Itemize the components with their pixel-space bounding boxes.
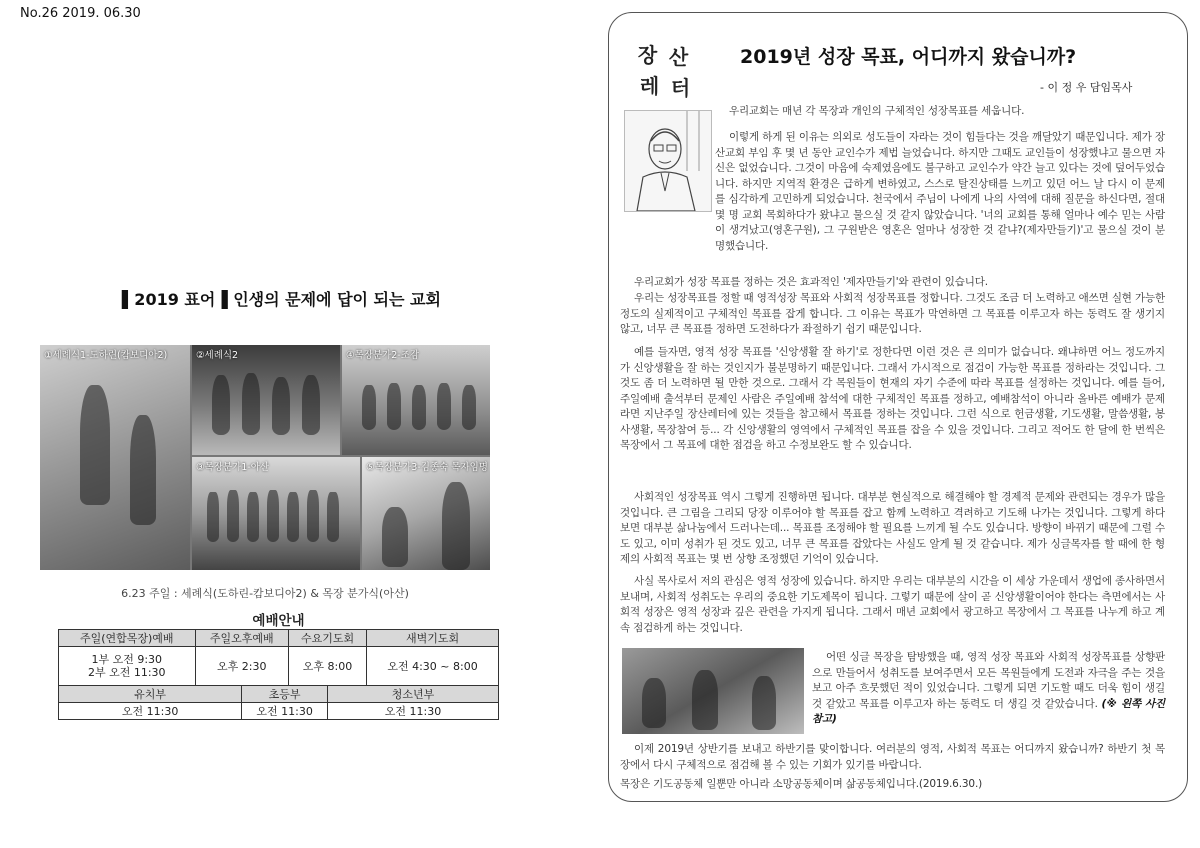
photo-caption-5: ⑤목장분가3-김종숙 목자임명 [366, 462, 488, 473]
photo-caption-3: ④목장분가2-조감 [346, 350, 420, 361]
photo-collage [40, 345, 490, 570]
worship-header: 주일오후예배 [195, 630, 288, 647]
single-mokjang-photo [622, 648, 804, 734]
paragraph-7: 이제 2019년 상반기를 보내고 하반기를 맞이합니다. 여러분의 영적, 사회적 목표는 어디까지 왔습니까? 하반기 첫 목장에서 다시 구체적으로 점검해 볼 수 있는 기회가 있기를 바랍니다. [620, 743, 1165, 771]
photo-baptism-2 [192, 345, 340, 455]
photo-branch-3 [362, 457, 490, 570]
paragraph-intro: 우리교회는 매년 각 목장과 개인의 구체적인 성장목표를 세웁니다. [729, 105, 1025, 117]
paragraph-5: 사실 목사로서 저의 관심은 영적 성장에 있습니다. 하지만 우리는 대부분의 시간을 이 세상 가운데서 생업에 종사하면서 보내며, 사회적 성취도는 우리의 중요한 기도제목이 됩니다. 그렇기 때문에 살이 곧 신앙생활이어야 한다는 측면에서는 사회적 성장은 영적 성장과 깊은 관련을 가지게 됩니다. 그래서 매년 교회에서 광고하고 목장에서 그 목표를 나누게 하고 계속 점검하게 하는 것입니다. [620, 575, 1165, 634]
worship-header: 새벽기도회 [367, 630, 499, 647]
paragraph-6 [812, 650, 1165, 728]
worship-header: 청소년부 [328, 686, 499, 703]
worship-header: 수요기도회 [288, 630, 366, 647]
photo-caption-main: 6.23 주일 : 세례식(도하린-캄보디아2) & 목장 분가식(아산) [121, 587, 409, 600]
paragraph-8: 목장은 기도공동체 일뿐만 아니라 소망공동체이며 삶공동체입니다.(2019.6.30.) [620, 778, 983, 790]
motto-heading: ▌2019 표어▐ 인생의 문제에 답이 되는 교회 [122, 290, 441, 309]
photo-caption-2: ②세례식2 [196, 350, 239, 361]
photo-note: (※ 왼쪽 사진참고) [812, 697, 1165, 725]
photo-caption-1: ①세례식1-도하린(캄보디아2) [44, 350, 168, 361]
worship-time: 오후 8:00 [288, 647, 366, 686]
worship-time: 오전 11:30 [328, 703, 499, 720]
pastor-sketch-image [624, 110, 712, 212]
photo-baptism-1 [40, 345, 190, 570]
worship-header: 주일(연합목장)예배 [59, 630, 196, 647]
letter-title: 2019년 성장 목표, 어디까지 왔습니까? [740, 46, 1077, 68]
logo-char: 레 [639, 74, 660, 98]
issue-number: No.26 2019. 06.30 [20, 6, 141, 21]
paragraph-2a: 우리교회가 성장 목표를 정하는 것은 효과적인 '제자만들기'와 관련이 있습니다. [634, 276, 988, 288]
worship-title: 예배안내 [59, 609, 499, 630]
photo-caption-4: ③목장분가1-아산 [196, 462, 270, 473]
worship-time: 오전 11:30 [59, 703, 242, 720]
worship-header: 초등부 [242, 686, 328, 703]
jangsan-letter-logo [632, 40, 694, 102]
photo-branch-2 [342, 345, 490, 455]
logo-char: 산 [668, 45, 689, 69]
logo-char: 터 [670, 76, 691, 100]
paragraph-4: 사회적인 성장목표 역시 그렇게 진행하면 됩니다. 대부분 현실적으로 해결해야 할 경제적 문제와 관련되는 경우가 많을 것입니다. 큰 그림을 그리되 당장 이루어야 할 목표를 잡고 함께 노력하고 격려하고 기도해 나가는 것입니다. 그렇게 하다보면 대부분 삶나눔에서 드러나는데... 목표를 조정해야 할 필요를 느끼게 될 수도 있습니다. 방향이 바뀌기 때문에 그럴 수도 있고, 이미 성취가 된 것도 있고, 너무 큰 목표를 잡았다는 사실도 알게 될 것 같습니다. 제가 싱글목자를 할 때에 한 형제의 사회적 목표는 몇 번 상향 조정했던 기억이 있습니다. [620, 491, 1165, 565]
photo-branch-1 [192, 457, 360, 570]
worship-time: 오후 2:30 [195, 647, 288, 686]
paragraph-3: 예를 들자면, 영적 성장 목표를 '신앙생활 잘 하기'로 정한다면 이런 것은 큰 의미가 없습니다. 왜냐하면 어느 정도까지가 신앙생활을 잘 하는 것인지가 불분명하기 때문입니다. 그래서 가시적으로 점검이 가능한 목표를 정하라는 것입니다. 그것도 좀 더 노력하면 될 만한 것으로. 그래서 각 목원들이 현재의 자기 수준에 따라 목표를 설정하는 것입니다. 예를 들어, 주일예배 출석부터 문제인 사람은 주일예배 참석에 대한 구체적인 목표를 정하고, 예배참석이 아니라 올바른 예배가 문제라면 지난주일 장산레터에 있는 것들을 참고해서 목표를 정하는 것입니다. 그런 식으로 헌금생활, 기도생활, 말씀생활, 봉사생활, 목장참여 등... 각 신앙생활의 영역에서 구체적인 목표를 잡을 수 있을 것입니다. 그리고 적어도 한 달에 한 번씩은 목장에서 그 목표에 대한 점검을 하고 수정보완도 할 수 있습니다. [620, 346, 1165, 451]
worship-time: 1부 오전 9:30 2부 오전 11:30 [59, 647, 196, 686]
worship-header: 유치부 [59, 686, 242, 703]
paragraph-1: 이렇게 하게 된 이유는 의외로 성도들이 자라는 것이 힘들다는 것을 깨달았기 때문입니다. 제가 장산교회 부임 후 몇 년 동안 교인수가 제법 늘었습니다. 하지만 그때도 교인들이 성장했냐고 물으면 자신은 없었습니다. 그것이 마음에 숙제였음에도 불구하고 교인수가 약간 늘고 있다는 것에 덮어두었습니다. 하지만 지역적 환경은 급하게 변하였고, 스스로 탈진상태를 느끼고 있던 어느 날 다시 이 문제를 심각하게 고민하게 되었습니다. 천국에서 주님이 나에게 나의 사역에 대해 질문을 하신다면, 절대 몇 명 교회 목회하다가 왔냐고 물으실 것 같지 않았습니다. '너의 교회를 통해 얼마나 예수 믿는 사람이 생겨났고(영혼구원), 그 구원받은 영혼은 얼마나 성장한 것 같냐?(제자만들기)'고 물으실 것이 분명했습니다. [715, 131, 1165, 252]
logo-char: 장 [637, 43, 658, 67]
paragraph-6-text: 어떤 싱글 목장을 탐방했을 때, 영적 성장 목표와 사회적 성장목표를 상향판으로 만들어서 성취도를 보여주면서 모든 목원들에게 도전과 자극을 주는 것을 보고 아주 흐뭇했던 적이 있었습니다. 그렇게 되면 기도할 때도 더욱 힘이 생길 것 같았고 목표를 이루고자 하는 동력도 더 생길 것 같았습니다. [812, 651, 1165, 710]
letter-author: - 이 정 우 담임목사 [1040, 81, 1133, 94]
worship-time: 오전 11:30 [242, 703, 328, 720]
worship-time: 오전 4:30 ~ 8:00 [367, 647, 499, 686]
paragraph-2b: 우리는 성장목표를 정할 때 영적성장 목표와 사회적 성장목표를 정합니다. 그것도 조금 더 노력하고 애쓰면 실현 가능한 정도의 실제적이고 구체적인 목표를 잡게 합니다. 그 이유는 목표가 막연하면 그 목표를 이루고자 하는 동력도 잘 생기지 않고, 너무 큰 목표를 정하면 도전하다가 좌절하기 쉽기 때문입니다. [620, 292, 1165, 335]
worship-schedule-table [58, 609, 499, 720]
